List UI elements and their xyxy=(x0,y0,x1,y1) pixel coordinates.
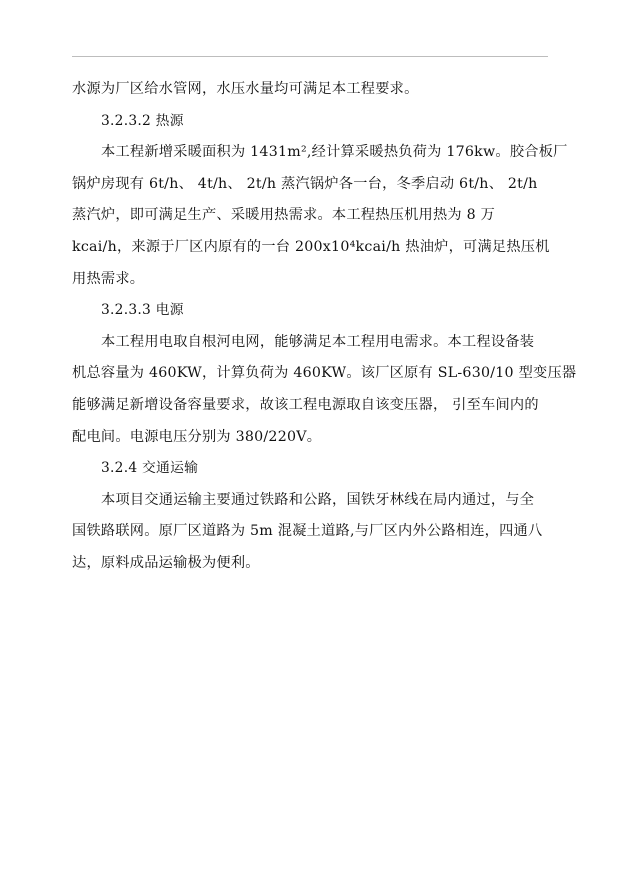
paragraph-line: 机总容量为 460KW，计算负荷为 460KW。该厂区原有 SL-630/10 型变压器 xyxy=(72,365,577,382)
paragraph-line: 锅炉房现有 6t/h、 4t/h、 2t/h 蒸汽锅炉各一台，冬季启动 6t/h、 2t/h xyxy=(72,175,538,192)
paragraph-line: 国铁路联网。原厂区道路为 5m 混凝土道路,与厂区内外公路相连，四通八 xyxy=(72,523,543,540)
header-rule xyxy=(72,56,548,57)
document-body xyxy=(72,74,577,580)
paragraph-line: 水源为厂区给水管网，水压水量均可满足本工程要求。 xyxy=(72,81,419,97)
paragraph-line: 本工程用电取自根河电网，能够满足本工程用电需求。本工程设备装 xyxy=(101,333,535,350)
heading-heat-source: 3.2.3.2 热源 xyxy=(101,112,184,129)
paragraph-line: 本工程新增采暖面积为 1431m²,经计算采暖热负荷为 176kw。胶合板厂 xyxy=(101,144,568,161)
heading-power-source: 3.2.3.3 电源 xyxy=(101,302,184,319)
paragraph-line: kcai/h，来源于厂区内原有的一台 200x10⁴kcai/h 热油炉，可满足热压机 xyxy=(72,238,550,255)
paragraph-line: 本项目交通运输主要通过铁路和公路，国铁牙林线在局内通过，与全 xyxy=(101,491,535,508)
paragraph-line: 用热需求。 xyxy=(72,270,145,287)
paragraph-line: 配电间。电源电压分别为 380/220V。 xyxy=(72,428,322,445)
paragraph-line: 蒸汽炉，即可满足生产、采暖用热需求。本工程热压机用热为 8 万 xyxy=(72,207,496,224)
heading-transportation: 3.2.4 交通运输 xyxy=(101,460,199,477)
paragraph-line: 达，原料成品运输极为便利。 xyxy=(72,554,260,571)
paragraph-line: 能够满足新增设备容量要求，故该工程电源取自该变压器， 引至车间内的 xyxy=(72,396,539,413)
